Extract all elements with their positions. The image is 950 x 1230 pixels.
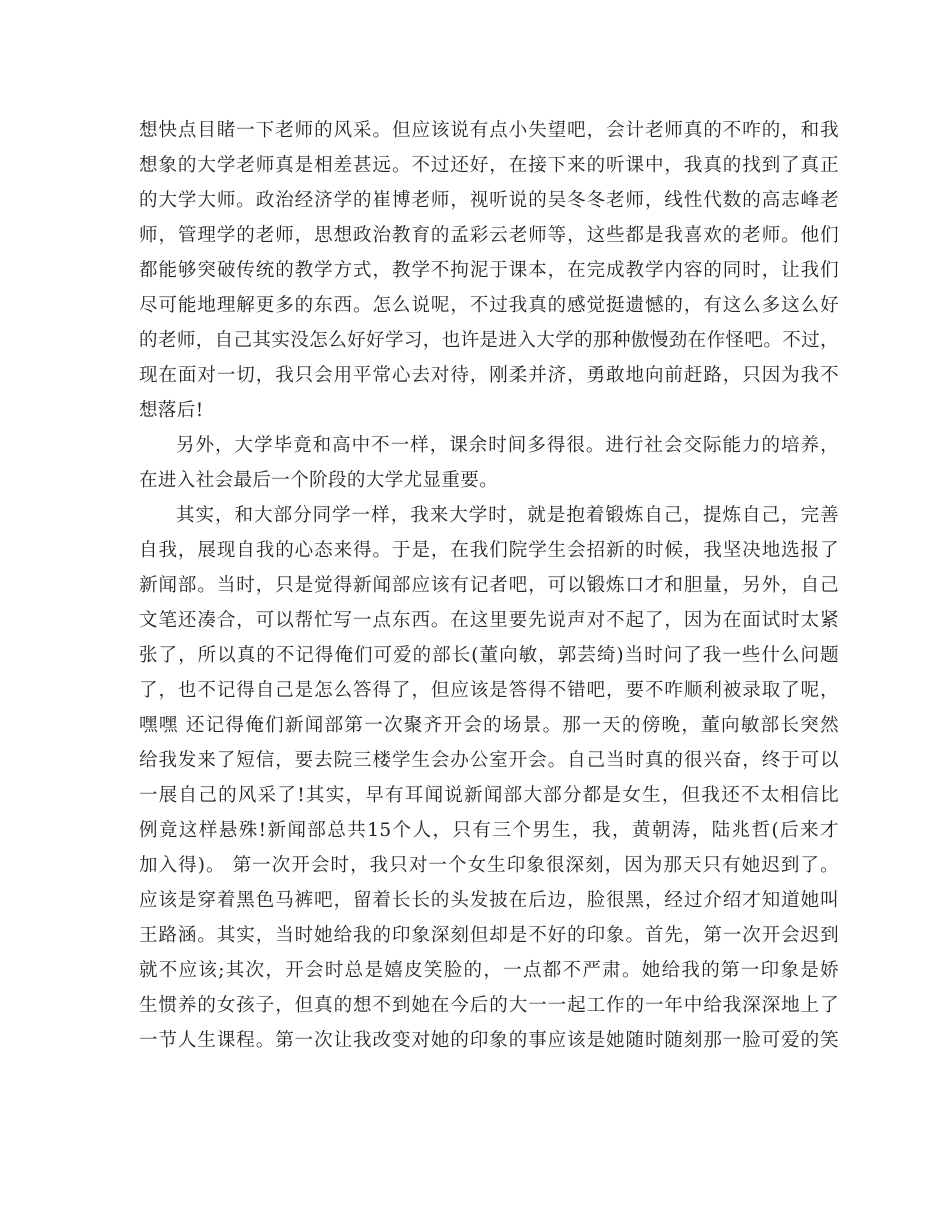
text-line: 都能够突破传统的教学方式，教学不拘泥于课本，在完成教学内容的同时，让我们: [139, 260, 839, 281]
text-line: 想快点目睹一下老师的风采。但应该说有点小失望吧，会计老师真的不咋的，和我: [139, 120, 839, 141]
text-line: 的大学大师。政治经济学的崔博老师，视听说的吴冬冬老师，线性代数的高志峰老: [139, 190, 839, 211]
text-line: 想象的大学老师真是相差甚远。不过还好，在接下来的听课中，我真的找到了真正: [139, 155, 839, 176]
text-line: 师，管理学的老师，思想政治教育的孟彩云老师等，这些都是我喜欢的老师。他们: [139, 225, 839, 246]
text-line: 尽可能地理解更多的东西。怎么说呢，不过我真的感觉挺遗憾的，有这么多这么好: [139, 295, 839, 316]
text-line: 想落后!: [139, 400, 204, 421]
text-line: 文笔还凑合，可以帮忙写一点东西。在这里要先说声对不起了，因为在面试时太紧: [139, 610, 839, 631]
text-line: 应该是穿着黑色马裤吧，留着长长的头发披在后边，脸很黑，经过介绍才知道她叫: [139, 890, 839, 911]
text-line: 一展自己的风采了!其实，早有耳闻说新闻部大部分都是女生，但我还不太相信比: [139, 785, 839, 806]
paragraph-start-line: 其实，和大部分同学一样，我来大学时，就是抱着锻炼自己，提炼自己，完善: [176, 505, 839, 526]
text-line: 现在面对一切，我只会用平常心去对待，刚柔并济，勇敢地向前赶路，只因为我不: [139, 365, 839, 386]
body-text: [139, 113, 839, 1058]
text-line: 加入得)。 第一次开会时，我只对一个女生印象很深刻，因为那天只有她迟到了。: [139, 855, 839, 876]
text-line: 例竟这样悬殊!新闻部总共15个人，只有三个男生，我，黄朝涛，陆兆哲(后来才: [139, 820, 839, 841]
text-line: 在进入社会最后一个阶段的大学尤显重要。: [139, 470, 499, 491]
text-line: 的老师，自己其实没怎么好好学习，也许是进入大学的那种傲慢劲在作怪吧。不过，: [139, 330, 839, 351]
text-line: 王路涵。其实，当时她给我的印象深刻但却是不好的印象。首先，第一次开会迟到: [139, 925, 839, 946]
text-line: 了，也不记得自己是怎么答得了，但应该是答得不错吧，要不咋顺利被录取了呢，: [139, 680, 839, 701]
paragraph-start-line: 另外，大学毕竟和高中不一样，课余时间多得很。进行社会交际能力的培养，: [176, 435, 839, 456]
text-line: 就不应该;其次，开会时总是嬉皮笑脸的，一点都不严肃。她给我的第一印象是娇: [139, 960, 839, 981]
text-line: 生惯养的女孩子，但真的想不到她在今后的大一一起工作的一年中给我深深地上了: [139, 995, 839, 1016]
text-line: 嘿嘿 还记得俺们新闻部第一次聚齐开会的场景。那一天的傍晚，董向敏部长突然: [139, 715, 839, 736]
text-line: 一节人生课程。第一次让我改变对她的印象的事应该是她随时随刻那一脸可爱的笑: [139, 1030, 839, 1051]
text-line: 张了，所以真的不记得俺们可爱的部长(董向敏，郭芸绮)当时问了我一些什么问题: [139, 645, 839, 666]
text-line: 自我，展现自我的心态来得。于是，在我们院学生会招新的时候，我坚决地选报了: [139, 540, 839, 561]
text-line: 新闻部。当时，只是觉得新闻部应该有记者吧，可以锻炼口才和胆量，另外，自己: [139, 575, 839, 596]
text-line: 给我发来了短信，要去院三楼学生会办公室开会。自己当时真的很兴奋，终于可以: [139, 750, 839, 771]
